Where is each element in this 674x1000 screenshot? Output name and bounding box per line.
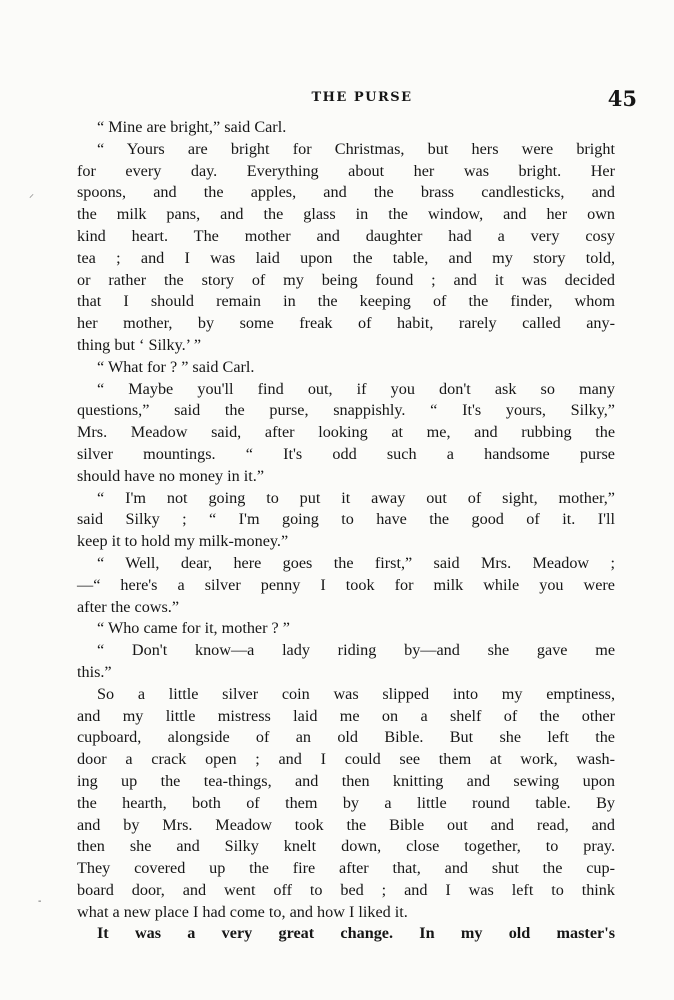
page-number: 45 (607, 86, 637, 111)
running-title: THE PURSE (311, 90, 413, 105)
text-line: ing up the tea-things, and then knitting and sewing upon (77, 771, 615, 790)
text-line: Mrs. Meadow said, after looking at me, and rubbing the (77, 423, 615, 442)
page-header (77, 86, 647, 112)
text-line: and by Mrs. Meadow took the Bible out and read, and (77, 815, 615, 834)
text-line: door a crack open ; and I could see them at work, wash- (77, 750, 615, 769)
text-line: her mother, by some freak of habit, rarely called any- (77, 314, 615, 333)
text-line: It was a very great change. In my old master's (97, 924, 615, 943)
text-line: this.” (77, 662, 112, 681)
text-line: or rather the story of my being found ; and it was decided (77, 270, 615, 289)
text-line: the hearth, both of them by a little round table. By (77, 793, 615, 812)
text-line: said Silky ; “ I'm going to have the good of it. I'll (77, 510, 615, 529)
text-line: thing but ‘ Silky.’ ” (77, 335, 202, 354)
text-line: —“ here's a silver penny I took for milk while you were (77, 575, 615, 594)
text-line: and my little mistress laid me on a shelf of the other (77, 706, 615, 725)
text-line: spoons, and the apples, and the brass candlesticks, and (77, 183, 615, 202)
text-line: “ Don't know—a lady riding by—and she gave me (97, 641, 615, 660)
text-line: tea ; and I was laid upon the table, and my story told, (77, 248, 615, 267)
text-line: after the cows.” (77, 597, 180, 616)
text-line: “ Yours are bright for Christmas, but hers were bright (97, 139, 615, 158)
text-line: keep it to hold my milk-money.” (77, 532, 289, 551)
text-line: cupboard, alongside of an old Bible. But she left the (77, 728, 615, 747)
text-line: then she and Silky knelt down, close together, to pray. (77, 837, 615, 856)
text-line: silver mountings. “ It's odd such a handsome purse (77, 444, 615, 463)
text-line: “ What for ? ” said Carl. (97, 357, 255, 376)
text-line: what a new place I had come to, and how I liked it. (77, 902, 408, 921)
text-line: for every day. Everything about her was bright. Her (77, 161, 615, 180)
text-line: They covered up the fire after that, and shut the cup- (77, 859, 615, 878)
text-line: should have no money in it.” (77, 466, 265, 485)
text-line: “ Well, dear, here goes the first,” said Mrs. Meadow ; (97, 553, 615, 572)
margin-speck: ⸝ (29, 189, 34, 200)
text-line: questions,” said the purse, snappishly. “ It's yours, Silky,” (77, 401, 615, 420)
text-line: “ Who came for it, mother ? ” (97, 619, 290, 638)
margin-speck: - (38, 896, 42, 907)
body-text (77, 117, 615, 945)
text-line: “ Mine are bright,” said Carl. (97, 118, 287, 136)
text-line: that I should remain in the keeping of the finder, whom (77, 292, 615, 311)
text-line: “ Maybe you'll find out, if you don't ask so many (97, 379, 615, 398)
text-line: the milk pans, and the glass in the window, and her own (77, 205, 615, 224)
text-line: kind heart. The mother and daughter had a very cosy (77, 226, 615, 245)
text-line: “ I'm not going to put it away out of sight, mother,” (97, 488, 615, 507)
text-line: So a little silver coin was slipped into my emptiness, (97, 684, 615, 703)
text-line: board door, and went off to bed ; and I was left to think (77, 880, 615, 899)
